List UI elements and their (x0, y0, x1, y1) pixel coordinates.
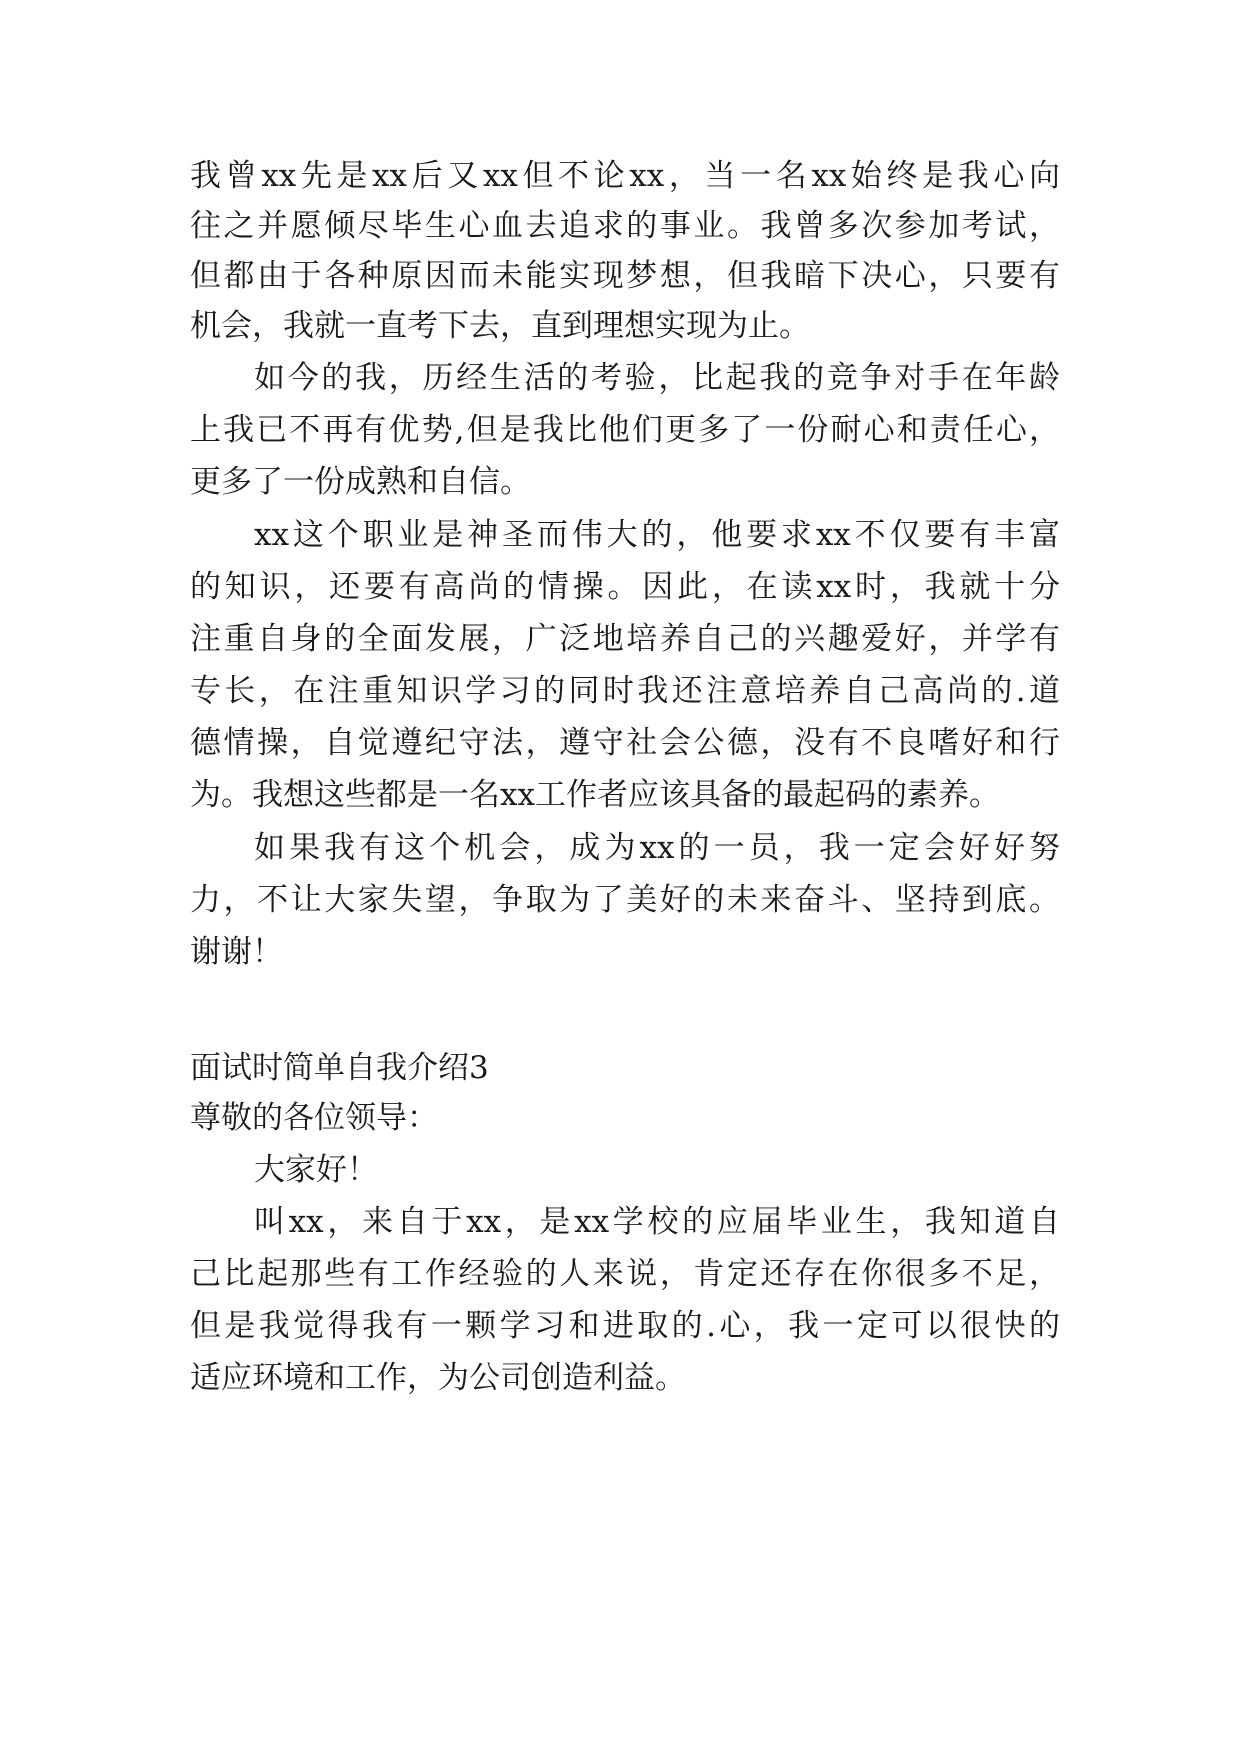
final-paragraph-line-4: 适应环境和工作，为公司创造利益。 (190, 1360, 686, 1396)
final-paragraph-line-3: 但是我觉得我有一颗学习和进取的.心，我一定可以很快的 (190, 1308, 1060, 1344)
paragraph-3-line-1: xx这个职业是神圣而伟大的，他要求xx不仅要有丰富 (254, 517, 1060, 553)
paragraph-4-line-3: 谢谢！ (190, 934, 283, 970)
salutation: 尊敬的各位领导： (190, 1100, 438, 1136)
greeting: 大家好！ (254, 1152, 378, 1188)
paragraph-3-line-6: 为。我想这些都是一名xx工作者应该具备的最起码的素养。 (190, 777, 1000, 813)
paragraph-3-line-5: 德情操，自觉遵纪守法，遵守社会公德，没有不良嗜好和行 (190, 725, 1060, 761)
paragraph-4-line-1: 如果我有这个机会，成为xx的一员，我一定会好好努 (254, 830, 1060, 866)
paragraph-2-line-1: 如今的我，历经生活的考验，比起我的竞争对手在年龄 (254, 360, 1060, 396)
final-paragraph-line-1: 叫xx，来自于xx，是xx学校的应届毕业生，我知道自 (254, 1204, 1060, 1240)
paragraph-1-line-2: 往之并愿倾尽毕生心血去追求的事业。我曾多次参加考试， (190, 208, 1060, 244)
paragraph-2-line-3: 更多了一份成熟和自信。 (190, 464, 531, 500)
paragraph-1-line-4: 机会，我就一直考下去，直到理想实现为止。 (190, 308, 810, 344)
paragraph-1-line-3: 但都由于各种原因而未能实现梦想，但我暗下决心，只要有 (190, 258, 1060, 294)
section-title: 面试时简单自我介绍3 (190, 1050, 489, 1086)
paragraph-3-line-3: 注重自身的全面发展，广泛地培养自己的兴趣爱好，并学有 (190, 621, 1060, 657)
paragraph-1-line-1: 我曾xx先是xx后又xx但不论xx，当一名xx始终是我心向 (190, 158, 1060, 194)
paragraph-3-line-2: 的知识，还要有高尚的情操。因此，在读xx时，我就十分 (190, 569, 1060, 605)
final-paragraph-line-2: 己比起那些有工作经验的人来说，肯定还存在你很多不足， (190, 1256, 1060, 1292)
paragraph-4-line-2: 力，不让大家失望，争取为了美好的未来奋斗、坚持到底。 (190, 882, 1060, 918)
paragraph-3-line-4: 专长，在注重知识学习的同时我还注意培养自己高尚的.道 (190, 673, 1060, 709)
paragraph-2-line-2: 上我已不再有优势,但是我比他们更多了一份耐心和责任心， (190, 412, 1060, 448)
